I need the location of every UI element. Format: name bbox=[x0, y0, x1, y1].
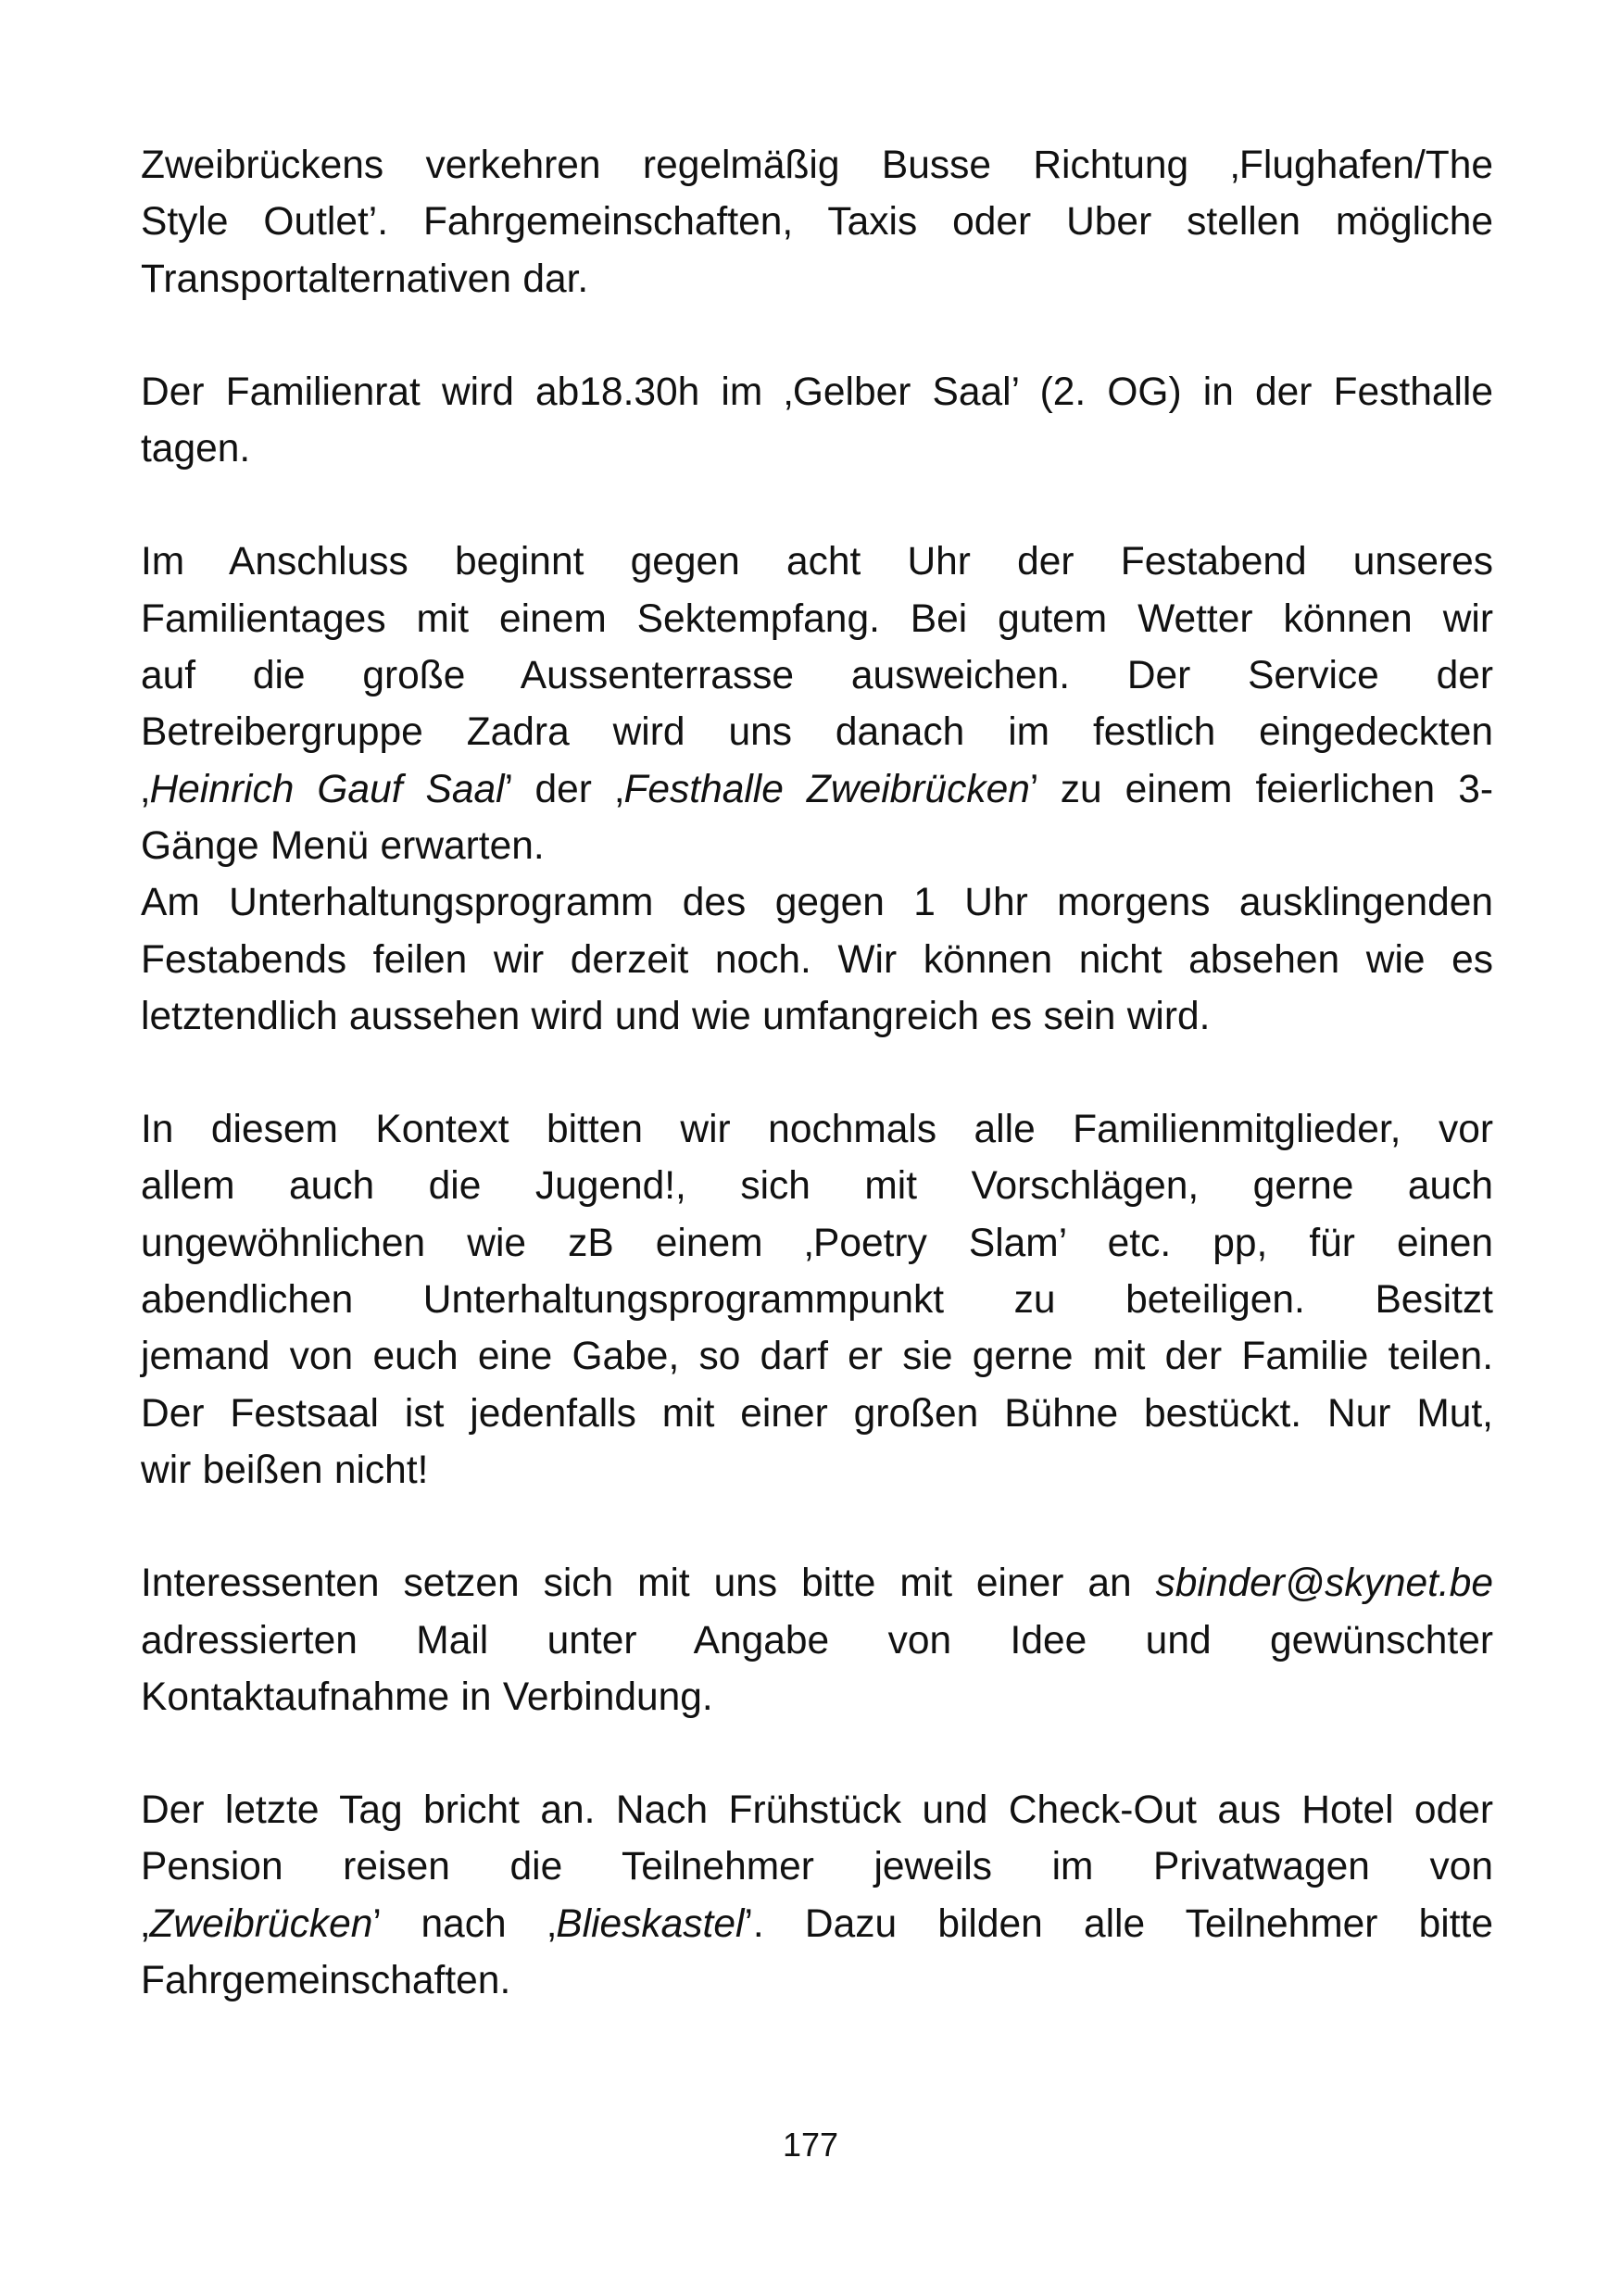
italic-venue-name: Festhalle Zweibrücken bbox=[623, 767, 1030, 811]
paragraph-kontakt bbox=[141, 1555, 1493, 1725]
quote-mark: ‚ bbox=[141, 1901, 150, 1946]
text-line: Im Anschluss beginnt gegen acht Uhr der Festabend unseres bbox=[141, 540, 1493, 584]
quote-mark: ‚ bbox=[141, 767, 150, 811]
text-line: wir beißen nicht! bbox=[141, 1448, 429, 1492]
text-line bbox=[141, 1555, 1493, 1612]
text-line: letztendlich aussehen wird und wie umfangreich es sein wird. bbox=[141, 994, 1211, 1038]
text-line: Am Unterhaltungsprogramm des gegen 1 Uhr morgens ausklingenden bbox=[141, 881, 1493, 925]
text-line: Der Familienrat wird ab18.30h im ‚Gelber Saal’ (2. OG) in der Festhalle bbox=[141, 370, 1493, 414]
text-line: Transportalternativen dar. bbox=[141, 257, 589, 301]
paragraph-unterhaltungsprogramm bbox=[141, 874, 1493, 1045]
text-line: Gänge Menü erwarten. bbox=[141, 823, 545, 868]
text-line: Fahrgemeinschaften. bbox=[141, 1959, 511, 2003]
text-line: allem auch die Jugend!, sich mit Vorschlägen, gerne auch bbox=[141, 1164, 1493, 1209]
paragraph-familienrat bbox=[141, 364, 1493, 478]
text-line bbox=[141, 1896, 1493, 1952]
italic-place-name: Blieskastel bbox=[556, 1901, 745, 1946]
italic-place-name: Zweibrücken bbox=[149, 1901, 373, 1946]
text-fragment: ’ der ‚ bbox=[504, 767, 624, 811]
paragraph-festabend bbox=[141, 533, 1493, 874]
text-line: Pension reisen die Teilnehmer jeweils im Privatwagen von bbox=[141, 1845, 1493, 1889]
paragraph-letzter-tag bbox=[141, 1782, 1493, 2009]
paragraph-aufruf bbox=[141, 1101, 1493, 1499]
italic-venue-name: Heinrich Gauf Saal bbox=[149, 767, 505, 811]
text-fragment: ’ nach ‚ bbox=[372, 1901, 557, 1946]
text-line: Der letzte Tag bricht an. Nach Frühstück und Check-Out aus Hotel oder bbox=[141, 1788, 1493, 1833]
text-line: abendlichen Unterhaltungsprogrammpunkt zu beteiligen. Besitzt bbox=[141, 1278, 1493, 1323]
text-line: adressierten Mail unter Angabe von Idee und gewünschter bbox=[141, 1618, 1493, 1662]
text-line: Der Festsaal ist jedenfalls mit einer großen Bühne bestückt. Nur Mut, bbox=[141, 1391, 1493, 1436]
text-line: Style Outlet’. Fahrgemeinschaften, Taxis oder Uber stellen mögliche bbox=[141, 200, 1493, 245]
text-line bbox=[141, 761, 1493, 818]
paragraph-transport bbox=[141, 137, 1493, 307]
text-line: Zweibrückens verkehren regelmäßig Busse Richtung ‚Flughafen/The bbox=[141, 144, 1493, 187]
text-fragment: ’. Dazu bilden alle Teilnehmer bitte bbox=[744, 1901, 1493, 1946]
text-fragment: ’ zu einem feierlichen 3- bbox=[1029, 767, 1494, 811]
email-address: sbinder@skynet.be bbox=[1155, 1562, 1493, 1606]
text-line: Kontaktaufnahme in Verbindung. bbox=[141, 1675, 713, 1719]
page-number: 177 bbox=[782, 2126, 839, 2164]
text-line: jemand von euch eine Gabe, so darf er sie gerne mit der Familie teilen. bbox=[141, 1335, 1493, 1379]
text-line: tagen. bbox=[141, 427, 251, 471]
text-line: Familientages mit einem Sektempfang. Bei gutem Wetter können wir bbox=[141, 596, 1493, 641]
page-body bbox=[141, 137, 1493, 2065]
text-line: In diesem Kontext bitten wir nochmals alle Familienmitglieder, vor bbox=[141, 1108, 1493, 1152]
text-line: ungewöhnlichen wie zB einem ‚Poetry Slam’ etc. pp, für einen bbox=[141, 1221, 1493, 1265]
text-fragment: Interessenten setzen sich mit uns bitte mit einer an bbox=[141, 1562, 1156, 1606]
text-line: auf die große Aussenterrasse ausweichen. Der Service der bbox=[141, 654, 1493, 698]
text-line: Festabends feilen wir derzeit noch. Wir können nicht absehen wie es bbox=[141, 937, 1493, 982]
text-line: Betreibergruppe Zadra wird uns danach im festlich eingedeckten bbox=[141, 710, 1493, 755]
